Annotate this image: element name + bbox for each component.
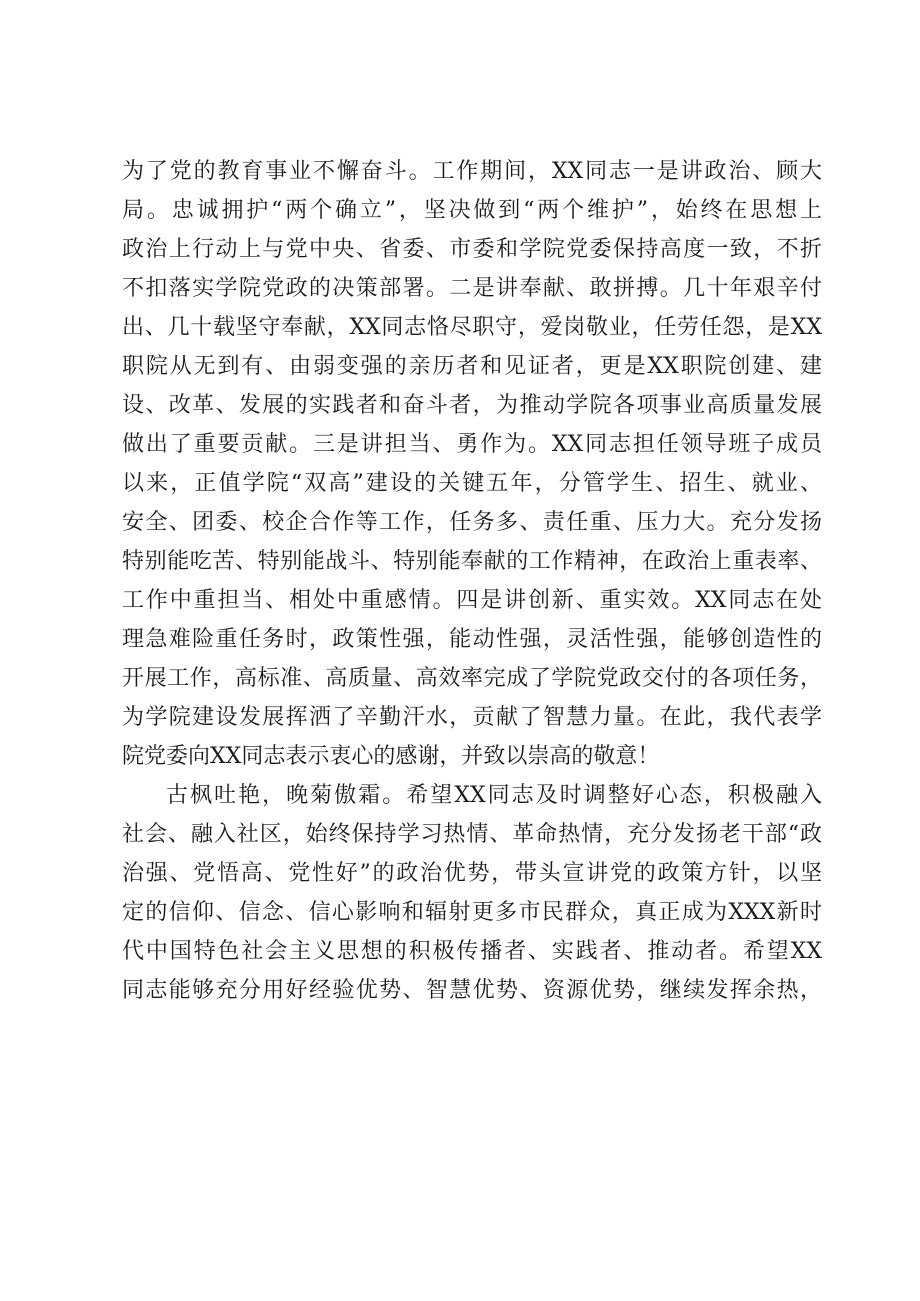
text-line: 代中国特色社会主义思想的积极传播者、实践者、推动者。希望XX <box>122 939 822 964</box>
paragraph-2 <box>122 776 822 1010</box>
text-line: 治强、党悟高、党性好”的政治优势，带头宣讲党的政策方针，以坚 <box>122 861 822 886</box>
text-line: 工作中重担当、相处中重感情。四是讲创新、重实效。XX同志在处 <box>122 588 822 613</box>
text-line: 古枫吐艳，晚菊傲霜。希望XX同志及时调整好心态，积极融入 <box>166 783 822 808</box>
text-line: 安全、团委、校企合作等工作，任务多、责任重、压力大。充分发扬 <box>122 510 822 535</box>
text-line: 院党委向XX同志表示衷心的感谢，并致以崇高的敬意！ <box>122 744 660 769</box>
text-line: 同志能够充分用好经验优势、智慧优势、资源优势，继续发挥余热， <box>122 978 822 1003</box>
paragraph-1 <box>122 152 822 776</box>
text-line: 理急难险重任务时，政策性强，能动性强，灵活性强，能够创造性的 <box>122 627 822 652</box>
text-line: 设、改革、发展的实践者和奋斗者，为推动学院各项事业高质量发展 <box>122 393 822 418</box>
text-line: 以来，正值学院“双高”建设的关键五年，分管学生、招生、就业、 <box>122 471 822 496</box>
text-line: 职院从无到有、由弱变强的亲历者和见证者，更是XX职院创建、建 <box>122 354 822 379</box>
text-line: 政治上行动上与党中央、省委、市委和学院党委保持高度一致，不折 <box>122 237 822 262</box>
text-line: 定的信仰、信念、信心影响和辐射更多市民群众，真正成为XXX新时 <box>122 900 822 925</box>
text-line: 局。忠诚拥护“两个确立”，坚决做到“两个维护”，始终在思想上 <box>122 198 822 223</box>
text-line: 做出了重要贡献。三是讲担当、勇作为。XX同志担任领导班子成员 <box>122 432 822 457</box>
text-line: 出、几十载坚守奉献，XX同志恪尽职守，爱岗敬业，任劳任怨，是XX <box>122 315 822 340</box>
document-body <box>122 152 822 1010</box>
text-line: 社会、融入社区，始终保持学习热情、革命热情，充分发扬老干部“政 <box>122 822 822 847</box>
text-line: 为学院建设发展挥洒了辛勤汗水，贡献了智慧力量。在此，我代表学 <box>122 705 822 730</box>
text-line: 开展工作，高标准、高质量、高效率完成了学院党政交付的各项任务， <box>122 666 822 691</box>
text-line: 为了党的教育事业不懈奋斗。工作期间，XX同志一是讲政治、顾大 <box>122 159 822 184</box>
text-line: 不扣落实学院党政的决策部署。二是讲奉献、敢拼搏。几十年艰辛付 <box>122 276 822 301</box>
text-line: 特别能吃苦、特别能战斗、特别能奉献的工作精神，在政治上重表率、 <box>122 549 822 574</box>
